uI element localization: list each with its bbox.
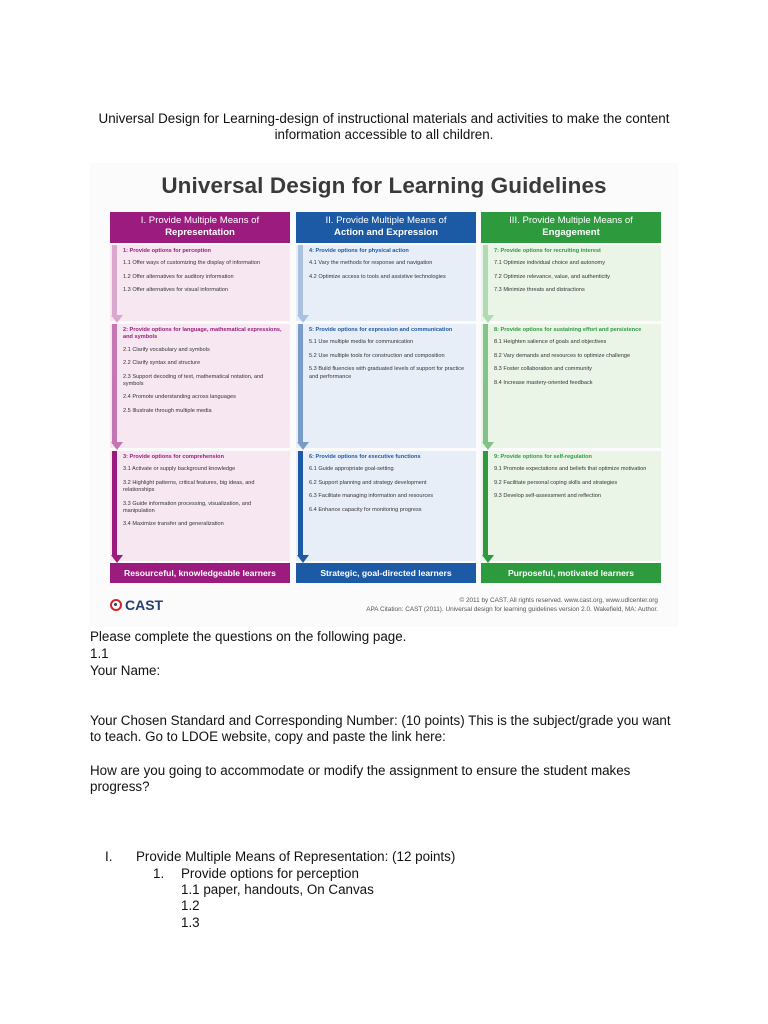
- principle-heading: 4: Provide options for physical action: [309, 248, 409, 254]
- flow-arrow: [298, 324, 303, 442]
- learner-outcome-banner: Strategic, goal-directed learners: [296, 563, 476, 583]
- principle-heading: 7: Provide options for recruiting interest: [494, 248, 601, 254]
- instruction-line: Please complete the questions on the following page.: [90, 629, 407, 644]
- guideline-box: [110, 451, 290, 561]
- checkpoint-item: 8.1 Heighten salience of goals and objectives: [494, 339, 607, 346]
- learner-outcome-banner: Purposeful, motivated learners: [481, 563, 661, 583]
- accommodation-question: How are you going to accommodate or modify the assignment to ensure the student makes progress?: [90, 763, 631, 795]
- guideline-box: [296, 451, 476, 561]
- checkpoint-item: 1.2 Offer alternatives for auditory information: [123, 273, 234, 280]
- flow-arrow: [112, 245, 117, 315]
- checkpoint-item: 4.2 Optimize access to tools and assistive technologies: [309, 273, 446, 280]
- udl-guidelines-figure: [90, 163, 678, 627]
- outline-marker-1: I.: [105, 849, 113, 864]
- arrow-head-icon: [297, 315, 309, 323]
- column-header: [481, 212, 661, 243]
- outline-subitem: 1.1 paper, handouts, On Canvas: [181, 882, 374, 897]
- your-name-label: Your Name:: [90, 663, 161, 678]
- guideline-box: [481, 324, 661, 448]
- checkpoint-item: 6.4 Enhance capacity for monitoring progress: [309, 506, 422, 513]
- copyright-notice: © 2011 by CAST. All rights reserved. www.cast.org, www.udlcenter.org APA Citation: CAST (2011). Universal design for learning guidelines version 2.0. Wakefield, MA: Author.: [366, 597, 658, 613]
- standard-question: Your Chosen Standard and Corresponding Number: (10 points) This is the subject/grade you want to teach. Go to LDOE website, copy and paste the link here:: [90, 713, 671, 745]
- guideline-box: [110, 324, 290, 448]
- column-header: [110, 212, 290, 243]
- column-header-line: III. Provide Multiple Means of: [509, 215, 633, 226]
- checkpoint-item: 7.3 Minimize threats and distractions: [494, 287, 585, 294]
- guideline-box: [296, 245, 476, 321]
- item-number: 1.1: [90, 646, 109, 661]
- checkpoint-item: 2.2 Clarify syntax and structure: [123, 360, 201, 367]
- checkpoint-item: 7.1 Optimize individual choice and autonomy: [494, 260, 606, 267]
- checkpoint-item: 4.1 Vary the methods for response and navigation: [309, 260, 433, 267]
- guideline-column: [110, 212, 290, 578]
- flow-arrow: [298, 245, 303, 315]
- guideline-box: [481, 245, 661, 321]
- outline-subitem: 1.2: [181, 898, 200, 913]
- checkpoint-item: 1.3 Offer alternatives for visual information: [123, 287, 228, 294]
- arrow-head-icon: [111, 442, 123, 450]
- principle-heading: 6: Provide options for executive functions: [309, 454, 421, 460]
- checkpoint-item: 2.3 Support decoding of text, mathematical notation, and symbols: [123, 373, 264, 388]
- guideline-column: [481, 212, 661, 578]
- checkpoint-item: 2.5 Illustrate through multiple media: [123, 407, 212, 414]
- principle-heading: 2: Provide options for language, mathematical expressions, and symbols: [123, 327, 282, 341]
- checkpoint-item: 3.1 Activate or supply background knowledge: [123, 466, 236, 473]
- checkpoint-item: 9.2 Facilitate personal coping skills and strategies: [494, 479, 618, 486]
- checkpoint-item: 2.4 Promote understanding across languages: [123, 394, 236, 401]
- principle-heading: 5: Provide options for expression and communication: [309, 327, 453, 333]
- principle-heading: 1: Provide options for perception: [123, 248, 211, 254]
- checkpoint-item: 6.3 Facilitate managing information and resources: [309, 493, 434, 500]
- outline-heading-2: Provide options for perception: [181, 866, 359, 881]
- arrow-head-icon: [482, 315, 494, 323]
- flow-arrow: [112, 451, 117, 555]
- arrow-head-icon: [111, 555, 123, 563]
- principle-heading: 9: Provide options for self-regulation: [494, 454, 592, 460]
- arrow-head-icon: [482, 442, 494, 450]
- column-header: [296, 212, 476, 243]
- checkpoint-item: 9.1 Promote expectations and beliefs that optimize motivation: [494, 466, 647, 473]
- column-header-title: Representation: [165, 227, 235, 238]
- principle-heading: 8: Provide options for sustaining effort and persistence: [494, 327, 642, 333]
- flow-arrow: [483, 245, 488, 315]
- guideline-column: [296, 212, 476, 578]
- checkpoint-item: 2.1 Clarify vocabulary and symbols: [123, 346, 210, 353]
- checkpoint-item: 5.3 Build fluencies with graduated levels of support for practice and performance: [309, 366, 465, 380]
- learner-outcome-banner: Resourceful, knowledgeable learners: [110, 563, 290, 583]
- checkpoint-item: 5.2 Use multiple tools for construction and composition: [309, 352, 445, 359]
- guideline-box: [110, 245, 290, 321]
- flow-arrow: [298, 451, 303, 555]
- arrow-head-icon: [297, 442, 309, 450]
- checkpoint-item: 8.2 Vary demands and resources to optimize challenge: [494, 352, 631, 359]
- arrow-head-icon: [482, 555, 494, 563]
- checkpoint-item: 3.2 Highlight patterns, critical features, big ideas, and relationships: [123, 479, 255, 494]
- outline-marker-2: 1.: [153, 866, 165, 881]
- checkpoint-item: 8.3 Foster collaboration and community: [494, 366, 592, 373]
- checkpoint-item: 8.4 Increase mastery-oriented feedback: [494, 379, 593, 386]
- guideline-box: [481, 451, 661, 561]
- outline-heading-1: Provide Multiple Means of Representation: (12 points): [136, 849, 456, 864]
- column-header-line: I. Provide Multiple Means of: [140, 215, 260, 226]
- guideline-box: [296, 324, 476, 448]
- checkpoint-item: 6.1 Guide appropriate goal-setting: [309, 466, 394, 473]
- checkpoint-item: 7.2 Optimize relevance, value, and authenticity: [494, 273, 610, 280]
- arrow-head-icon: [111, 315, 123, 323]
- flow-arrow: [112, 324, 117, 442]
- checkpoint-item: 6.2 Support planning and strategy development: [309, 479, 427, 486]
- figure-title: Universal Design for Learning Guidelines: [161, 173, 607, 198]
- intro-paragraph: Universal Design for Learning-design of instructional materials and activities to make the content information accessible to all children.: [98, 111, 670, 142]
- checkpoint-item: 9.3 Develop self-assessment and reflection: [494, 493, 601, 500]
- flow-arrow: [483, 324, 488, 442]
- cast-logo-icon: [110, 599, 122, 611]
- cast-logo: CAST: [110, 597, 163, 613]
- checkpoint-item: 3.3 Guide information processing, visualization, and manipulation: [123, 500, 252, 515]
- column-header-title: Action and Expression: [334, 227, 438, 238]
- outline-subitem: 1.3: [181, 915, 200, 930]
- column-header-title: Engagement: [542, 227, 600, 238]
- column-header-line: II. Provide Multiple Means of: [325, 215, 447, 226]
- checkpoint-item: 5.1 Use multiple media for communication: [309, 339, 414, 346]
- flow-arrow: [483, 451, 488, 555]
- arrow-head-icon: [297, 555, 309, 563]
- checkpoint-item: 3.4 Maximize transfer and generalization: [123, 521, 224, 528]
- checkpoint-item: 1.1 Offer ways of customizing the display of information: [123, 260, 261, 267]
- principle-heading: 3: Provide options for comprehension: [123, 454, 225, 460]
